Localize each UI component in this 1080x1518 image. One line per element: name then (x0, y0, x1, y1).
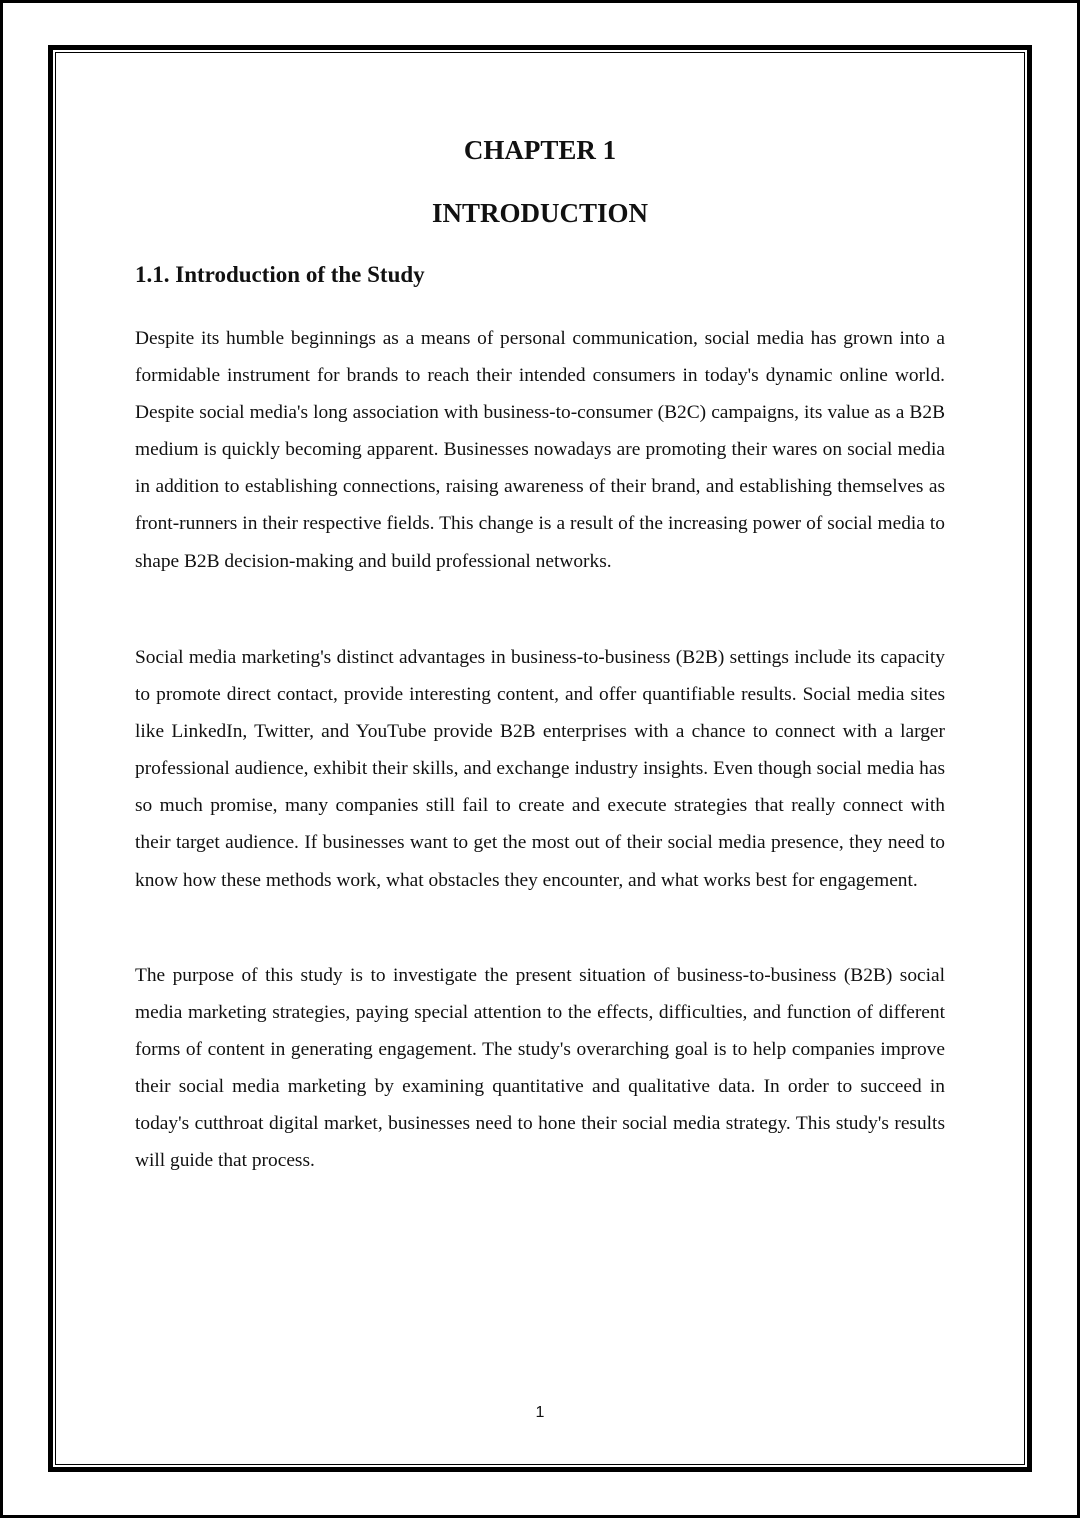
paragraph-1: Despite its humble beginnings as a means of personal communication, social media has grown into a formidable instrument for brands to reach their intended consumers in today's dynamic online world. Despite social media's long association with business-to-consumer (B2C) campaigns, its value as a B2B medium is quickly becoming apparent. Businesses nowadays are promoting their wares on social media in addition to establishing connections, raising awareness of their brand, and establishing themselves as front-runners in their respective fields. This change is a result of the increasing power of social media to shape B2B decision-making and build professional networks. (135, 328, 945, 572)
chapter-title: INTRODUCTION (431, 198, 649, 228)
section-heading: 1.1. Introduction of the Study (135, 262, 425, 287)
page-number: 1 (535, 1404, 545, 1421)
paragraph-3: The purpose of this study is to investigate the present situation of business-to-business (B2B) social media marketing strategies, paying special attention to the effects, difficulties, and function of different forms of content in generating engagement. The study's overarching goal is to help companies improve their social media marketing by examining quantitative and qualitative data. In order to succeed in today's cutthroat digital market, businesses need to hone their social media strategy. This study's results will guide that process. (135, 965, 945, 1172)
chapter-label: CHAPTER 1 (463, 135, 617, 165)
paragraph-2: Social media marketing's distinct advantages in business-to-business (B2B) settings include its capacity to promote direct contact, provide interesting content, and offer quantifiable results. Social media sites like LinkedIn, Twitter, and YouTube provide B2B enterprises with a chance to connect with a larger professional audience, exhibit their skills, and exchange industry insights. Even though social media has so much promise, many companies still fail to create and execute strategies that really connect with their target audience. If businesses want to get the most out of their social media presence, they need to know how these methods work, what obstacles they encounter, and what works best for engagement. (135, 647, 945, 891)
